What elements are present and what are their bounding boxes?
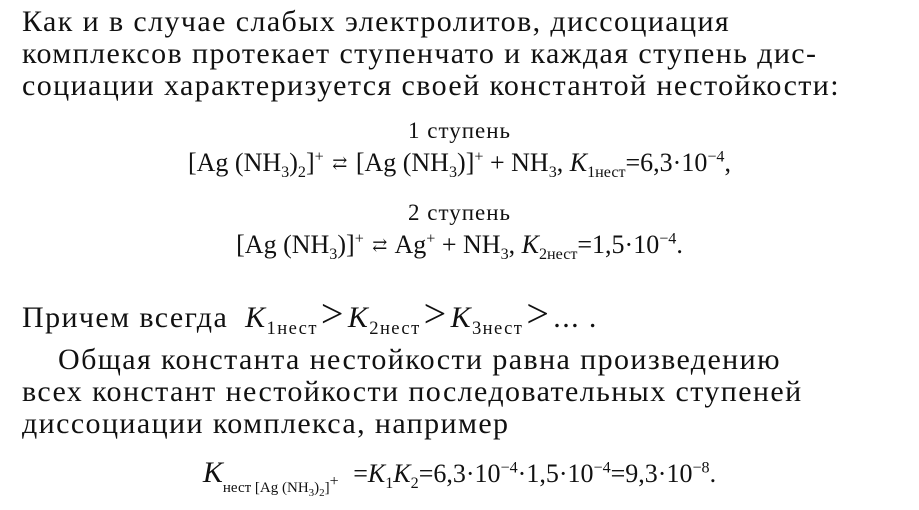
step-1-label: 1 ступень xyxy=(407,118,512,143)
text-line: всех констант нестойкости последовательных ступеней xyxy=(22,375,803,408)
total-constant-formula: $K_{нест [Ag (NH_3)_2]^+} =K_1K_2=6,3\cdot 10^{-4}\cdot 1,5\cdot 10^{-4}=9,3\cdot 10^{-8}$. xyxy=(202,456,717,499)
text-line: Как и в случае слабых электролитов, диссоциация xyxy=(22,5,731,38)
text-line: диссоциации комплекса, например xyxy=(22,407,510,440)
paragraph-total-constant xyxy=(22,344,902,440)
text-line: социации характеризуется своей константой нестойкости: xyxy=(22,69,840,102)
equilibrium-arrow-icon: ⇄ xyxy=(332,153,348,173)
step-1-equation: [Ag $(NH_3)_2]^+$ ⇄ [Ag $(NH_3)]^+ + NH_3$, $K_{1нест}=6,3\cdot 10^{-4}$, xyxy=(188,148,731,182)
step-2-label: 2 ступень xyxy=(407,200,512,225)
text-line: Общая константа нестойкости равна произведению xyxy=(58,343,781,376)
inequality-line: Причем всегда $K_{1нест}> K_{2нест}> K_{3нест}>$ ... . xyxy=(22,291,598,339)
step-2-equation: [Ag $(NH_3)]^+$ ⇄ $Ag^+ + NH_3$, $K_{2нест}=1,5\cdot 10^{-4}$. xyxy=(236,230,683,264)
paragraph-intro xyxy=(22,6,902,102)
text-line: комплексов протекает ступенчато и каждая ступень дис- xyxy=(22,37,818,70)
equilibrium-arrow-icon: ⇄ xyxy=(372,235,388,255)
